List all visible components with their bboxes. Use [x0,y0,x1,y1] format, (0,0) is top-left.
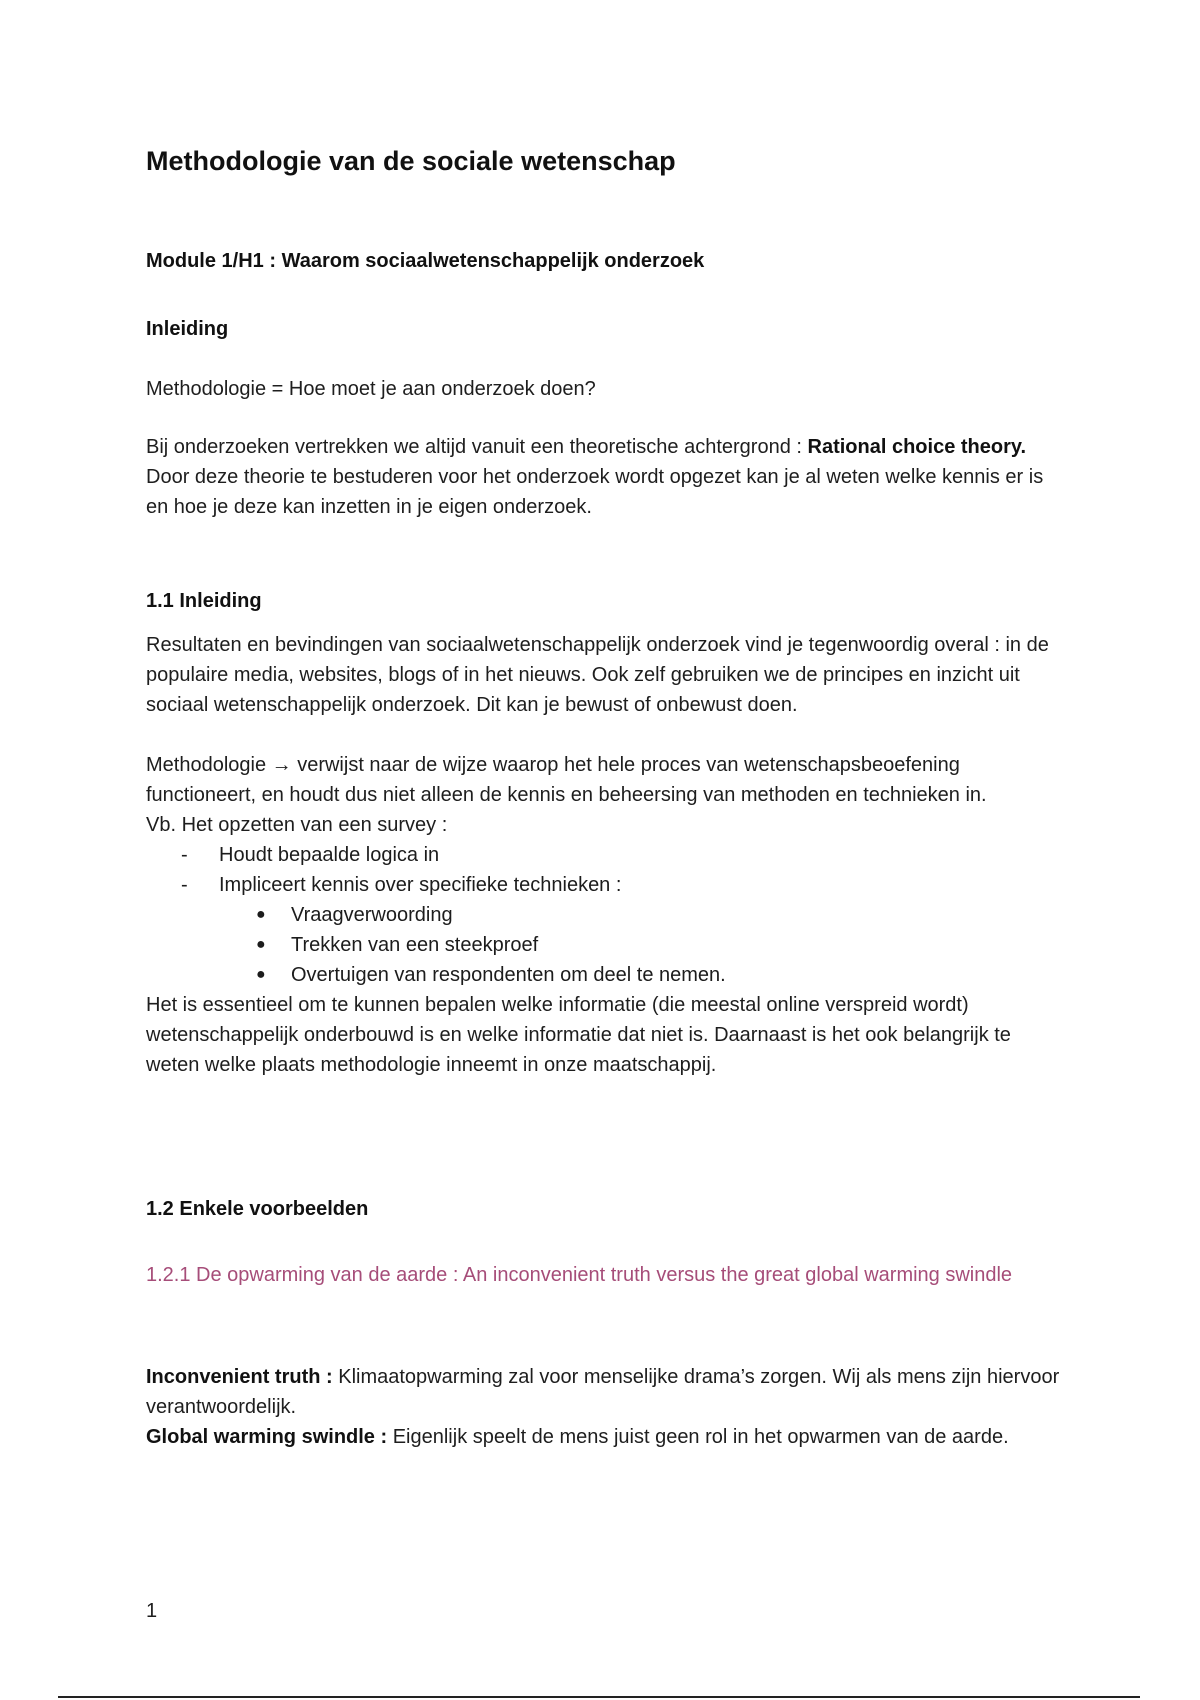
dash-list-item [146,870,1066,900]
section-1-2-heading: 1.2 Enkele voorbeelden [146,1198,369,1220]
bullet-list-item [146,960,1066,990]
intro-paragraph-block [146,432,1066,522]
warming-positions [146,1362,1066,1452]
bullet-item-text: Trekken van een steekproef [291,934,539,956]
intro-heading: Inleiding [146,318,229,340]
rational-choice-term: Rational choice theory. [807,436,1027,458]
survey-example-label: Vb. Het opzetten van een survey : [146,814,448,836]
bullet-icon: ● [256,906,266,923]
bullet-list-item [146,900,1066,930]
bullet-item-text: Overtuigen van respondenten om deel te nemen. [291,964,726,986]
section-1-2-1-heading: 1.2.1 De opwarming van de aarde : An inconvenient truth versus the great global warming swindle [146,1264,1013,1286]
global-warming-swindle-text: Eigenlijk speelt de mens juist geen rol in het opwarmen van de aarde. [387,1426,1009,1448]
intro-definition-block [146,374,1066,404]
section-1-1-body [146,630,1066,1080]
dash-item-text: Impliceert kennis over specifieke technieken : [219,874,622,896]
dash-marker: - [181,844,188,866]
intro-text-start: Bij onderzoeken vertrekken we altijd vanuit een theoretische achtergrond : [146,436,808,458]
section-1-1-paragraph-1: Resultaten en bevindingen van sociaalwetenschappelijk onderzoek vind je tegenwoordig overal : in de populaire media, websites, blogs of in het nieuws. Ook zelf gebruiken we de principes en inzicht uit sociaal wetenschappelijk onderzoek. Dit kan je bewust of onbewust doen. [146,634,1049,716]
inconvenient-truth-paragraph [146,1362,1066,1422]
bullet-item-text: Vraagverwoording [291,904,453,926]
page-number: 1 [146,1600,158,1622]
bullet-icon: ● [256,936,266,953]
module-heading: Module 1/H1 : Waarom sociaalwetenschappelijk onderzoek [146,250,705,272]
intro-paragraph [146,432,1066,522]
dash-marker: - [181,874,188,896]
document-title: Methodologie van de sociale wetenschap [146,146,676,176]
techniques-bullet-list [146,900,1066,990]
dash-list-item [146,840,1066,870]
inconvenient-truth-label: Inconvenient truth : [146,1366,333,1388]
survey-dash-list [146,840,1066,900]
intro-section [146,318,1066,341]
section-1-1-paragraph-2: Methodologie → verwijst naar de wijze waarop het hele proces van wetenschapsbeoefening functioneert, en houdt dus niet alleen de kennis en beheersing van methoden en technieken in. [146,754,987,806]
global-warming-swindle-paragraph [146,1422,1066,1452]
section-1-2 [146,1198,1066,1221]
intro-definition: Methodologie = Hoe moet je aan onderzoek doen? [146,378,596,400]
bullet-icon: ● [256,966,266,983]
section-1-1-heading: 1.1 Inleiding [146,590,262,612]
bullet-list-item [146,930,1066,960]
section-1-1-paragraph-3: Het is essentieel om te kunnen bepalen welke informatie (die meestal online verspreid wordt) wetenschappelijk onderbouwd is en welke informatie dat niet is. Daarnaast is het ook belangrijk te weten welke plaats methodologie inneemt in onze maatschappij. [146,994,1011,1076]
global-warming-swindle-label: Global warming swindle : [146,1426,388,1448]
intro-text-end: Door deze theorie te bestuderen voor het onderzoek wordt opgezet kan je al weten welke kennis er is en hoe je deze kan inzetten in je eigen onderzoek. [146,466,1044,518]
footer-divider [58,1696,1140,1698]
section-1-2-1 [146,1260,1066,1290]
dash-item-text: Houdt bepaalde logica in [219,844,440,866]
section-1-1 [146,590,1066,613]
inconvenient-truth-text: Klimaatopwarming zal voor menselijke drama’s zorgen. Wij als mens zijn hiervoor verantwoordelijk. [146,1366,1060,1418]
